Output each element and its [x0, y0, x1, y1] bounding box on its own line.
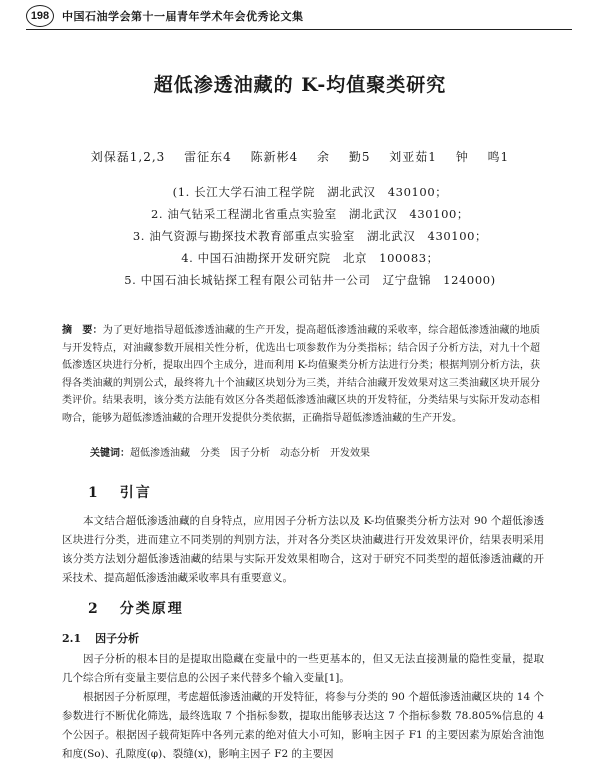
- header-rule: [26, 29, 572, 30]
- abstract-label: 摘 要：: [62, 325, 103, 336]
- affiliation-1: (1. 长江大学石油工程学院 湖北武汉 430100；: [172, 185, 448, 199]
- section-1-paragraph: 本文结合超低渗透油藏的自身特点，应用因子分析方法以及 K-均值聚类分析方法对 90 个超低渗透区块进行分类，进而建立不同类别的判别方法，并对各分类区块油藏进行开发效果评价，结果表明采用该分类方法划分超低渗透油藏的结果与实际开发效果相吻合，这对于研究不同类型的超低渗透油藏的开采技术、提高超低渗透油藏采收率具有重要意义。: [62, 515, 544, 584]
- keywords: [90, 444, 540, 459]
- abstract: [62, 322, 540, 427]
- affiliation-3: 3. 油气资源与勘探技术教育部重点实验室 湖北武汉 430100；: [132, 229, 488, 243]
- subsection-number: 2.1: [62, 632, 82, 645]
- page-number: 198: [26, 5, 54, 27]
- section-1-number: 1: [88, 485, 100, 501]
- section-2-body: [62, 650, 544, 764]
- subsection-title: 因子分析: [95, 632, 140, 645]
- author-list: 刘保磊1,2,3 雷征东4 陈新彬4 余 勤5 刘亚茹1 钟 鸣1: [90, 150, 510, 164]
- affiliation-4: 4. 中国石油勘探开发研究院 北京 100083；: [181, 251, 439, 265]
- subsection-heading: [62, 630, 139, 646]
- section-2-paragraph-2: 根据因子分析原理，考虑超低渗透油藏的开发特征，将参与分类的 90 个超低渗透油藏区块的 14 个参数进行不断优化筛选，最终选取 7 个指标参数，提取出能够表达这 7 个指标参数 78.805%信息的 4 个公因子。根据因子载荷矩阵中各列元素的绝对值大小可知，影响主因子 F1 的主要因素为原始含油饱和度(So)、孔隙度(φ)、裂缝(x)，影响主因子 F2 的主要因: [62, 691, 544, 760]
- section-2-title: 分类原理: [119, 601, 184, 617]
- section-1-body: [62, 512, 544, 588]
- section-2-number: 2: [88, 601, 100, 617]
- section-2-paragraph-1: 因子分析的根本目的是提取出隐藏在变量中的一些更基本的，但又无法直接测量的隐性变量，提取几个综合所有变量主要信息的公因子来代替多个输入变量[1]。: [62, 653, 544, 684]
- section-heading-2: [88, 598, 184, 618]
- affiliations: [60, 181, 560, 291]
- keywords-text: 超低渗透油藏 分类 因子分析 动态分析 开发效果: [130, 448, 370, 459]
- paper-title: 超低渗透油藏的 K-均值聚类研究: [153, 74, 447, 96]
- journal-title: 中国石油学会第十一届青年学术年会优秀论文集: [62, 10, 304, 23]
- abstract-text: 为了更好地指导超低渗透油藏的生产开发，提高超低渗透油藏的采收率，综合超低渗透油藏的地质与开发特点，对油藏参数开展相关性分析，优选出七项参数作为分类指标；结合因子分析方法，对九十个超低渗透区块进行分析，提取出四个主成分，进而利用 K-均值聚类分析方法进行分类；根据判别分析方法，获得各类油藏的判别公式，最终将九十个油藏区块划分为三类，并结合油藏开发效果对这三类油藏区块开展分类评价。结果表明，该分类方法能有效区分各类超低渗透油藏区块的开发特征，分类结果与实际开发动态相吻合，能够为超低渗透油藏的合理开发提供分类依据，正确指导超低渗透油藏的生产开发。: [62, 325, 541, 424]
- section-heading-1: [88, 482, 152, 502]
- affiliation-5: 5. 中国石油长城钻探工程有限公司钻井一公司 辽宁盘锦 124000): [124, 273, 496, 287]
- affiliation-2: 2. 油气钻采工程湖北省重点实验室 湖北武汉 430100；: [150, 207, 470, 221]
- section-1-title: 引言: [119, 485, 152, 501]
- running-header: [26, 5, 304, 27]
- keywords-label: 关键词：: [90, 448, 130, 459]
